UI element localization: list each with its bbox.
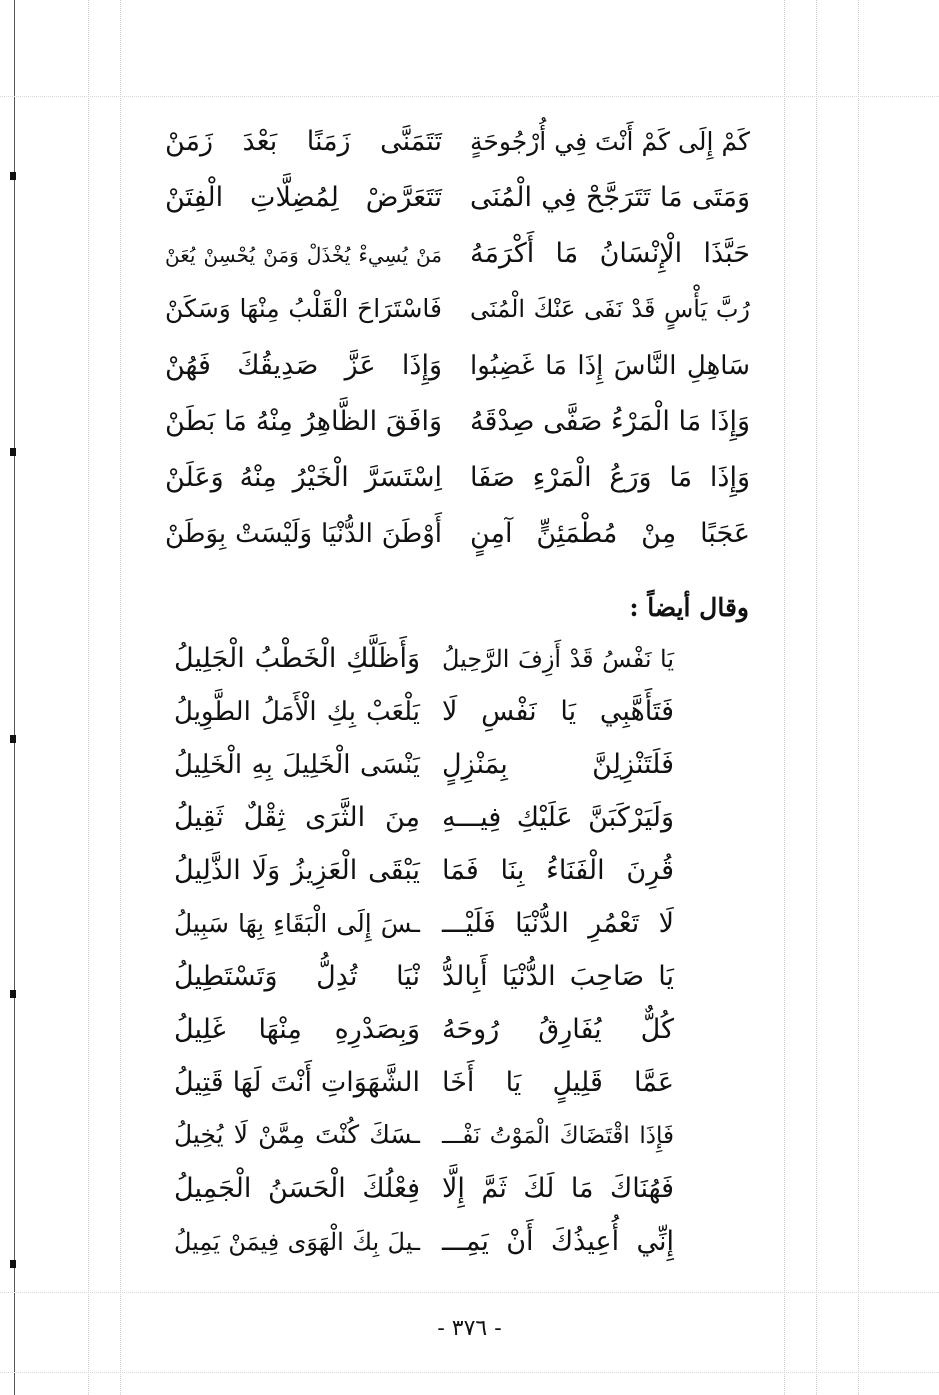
hemistich-left: اِسْتَسَرَّ الْخَيْرُ مِنْهُ وَعَلَنْ (165, 462, 442, 493)
hemistich-right: سَاهِلِ النَّاسَ إِذَا مَا غَضِبُوا (470, 351, 750, 381)
guide-line (784, 0, 785, 1395)
hemistich-right: كُلٌّ يُفَارِقُ رُوحَهُ (442, 1014, 674, 1045)
verse (174, 751, 674, 778)
hemistich-left: نْيَا تُدِلُّ وَتَسْتَطِيلُ (174, 961, 420, 992)
guide-line (816, 0, 817, 1395)
edge-mark (10, 990, 16, 998)
hemistich-left: وَإِذَا عَزَّ صَدِيقُكَ فَهُنْ (165, 350, 442, 381)
verse (174, 857, 674, 884)
hemistich-left: ـسَكَ كُنْتَ مِمَّنْ لَا يُخِيلُ (174, 1120, 420, 1149)
guide-line (88, 0, 89, 1395)
hemistich-right: رُبَّ يَأْسٍ قَدْ نَفَى عَنْكَ الْمُنَى (470, 295, 750, 323)
verse (174, 1228, 674, 1255)
hemistich-right: وَلَيَرْكَبَنَّ عَلَيْكِ فِيـــهِ (442, 802, 674, 833)
edge-mark (10, 448, 16, 456)
edge-mark (10, 172, 16, 180)
verse (165, 184, 750, 211)
hemistich-right: وَمَتَى مَا تَتَرَجَّحْ فِي الْمُنَى (470, 182, 750, 213)
hemistich-right: فَهُنَاكَ مَا لَكَ ثَمَّ إِلَّا (442, 1173, 674, 1204)
hemistich-left: أَوْطَنَ الدُّنْيَا وَلَيْسَتْ بِوَطَنْ (165, 519, 442, 549)
guide-line (0, 96, 939, 97)
hemistich-right: كَمْ إِلَى كَمْ أَنْتَ فِي أُرْجُوحَةٍ (470, 127, 750, 156)
hemistich-left: ـسَ إِلَى الْبَقَاءِ بِهَا سَبِيلُ (174, 909, 420, 938)
guide-line (0, 1292, 939, 1293)
hemistich-right: فَتَأَهَّبِي يَا نَفْسِ لَا (442, 696, 674, 727)
hemistich-left: يَبْقَى الْعَزِيزُ وَلَا الذَّلِيلُ (174, 855, 420, 886)
guide-line (0, 1372, 939, 1373)
verse (165, 464, 750, 491)
verse (165, 520, 750, 547)
hemistich-right: عَمَّا قَلِيلٍ يَا أَخَا (442, 1067, 674, 1098)
hemistich-right: حَبَّذَا الْإِنْسَانُ مَا أَكْرَمَهُ (470, 238, 750, 269)
hemistich-right: وَإِذَا مَا وَرَعُ الْمَرْءِ صَفَا (470, 462, 750, 493)
hemistich-left: يَلْعَبْ بِكِ الْأَمَلُ الطَّوِيلُ (174, 697, 420, 727)
verse (174, 1175, 674, 1202)
hemistich-left: وَبِصَدْرِهِ مِنْهَا غَلِيلُ (174, 1014, 420, 1045)
hemistich-left: مَنْ يُسِيءْ يُخْذَلْ وَمَنْ يُحْسِنْ يُعَنْ (165, 243, 442, 267)
verse (165, 240, 750, 267)
hemistich-left: وَافَقَ الظَّاهِرُ مِنْهُ مَا بَطَنْ (165, 406, 442, 437)
edge-mark (10, 1260, 16, 1268)
verse (165, 408, 750, 435)
hemistich-left: الشَّهَوَاتِ أَنْتَ لَهَا قَتِيلُ (174, 1067, 420, 1098)
hemistich-right: فَإِذَا اقْتَضَاكَ الْمَوْتُ نَفْـــ (442, 1123, 674, 1149)
hemistich-right: عَجَبًا مِنْ مُطْمَئِنٍّ آمِنٍ (470, 518, 750, 549)
verse (174, 963, 674, 990)
verse (174, 1122, 674, 1148)
verse (174, 645, 674, 672)
verse (165, 128, 750, 155)
page-number: - ٣٧٦ - (437, 1316, 502, 1341)
hemistich-right: وَإِذَا مَا الْمَرْءُ صَفَّى صِدْقَهُ (470, 406, 750, 437)
hemistich-left: فَاسْتَرَاحَ الْقَلْبُ مِنْهَا وَسَكَنْ (165, 294, 442, 323)
hemistich-left: وَأَظَلَّكِ الْخَطْبُ الْجَلِيلُ (174, 643, 420, 674)
hemistich-left: يَنْسَى الْخَلِيلَ بِهِ الْخَلِيلُ (174, 750, 420, 780)
verse (165, 352, 750, 379)
edge-mark (10, 735, 16, 743)
section-title: وقال أيضاً : (629, 593, 749, 622)
hemistich-right: قُرِنَ الْفَنَاءُ بِنَا فَمَا (442, 855, 674, 886)
guide-line (858, 0, 859, 1395)
hemistich-left: مِنَ الثَّرَى ثِقْلٌ ثَقِيلُ (174, 802, 420, 833)
verse (165, 296, 750, 321)
hemistich-left: تَتَمَنَّى زَمَنًا بَعْدَ زَمَنْ (165, 126, 442, 157)
hemistich-right: يَا صَاحِبَ الدُّنْيَا أَبِالدُّ (442, 961, 674, 992)
page-edge-line (14, 0, 15, 1395)
hemistich-right: إِنِّي أُعِيذُكَ أَنْ يَمِـــ (442, 1226, 674, 1257)
hemistich-right: فَلَتَنْزِلِنَّ بِمَنْزِلٍ (442, 749, 674, 780)
hemistich-right: لَا تَعْمُرِ الدُّنْيَا فَلَيْـــ (442, 908, 674, 939)
hemistich-left: تَتَعَرَّضْ لِمُضِلَّاتِ الْفِتَنْ (165, 182, 442, 213)
hemistich-left: فِعْلُكَ الْحَسَنُ الْجَمِيلُ (174, 1173, 420, 1204)
guide-line (120, 0, 121, 1395)
verse (174, 910, 674, 937)
verse (174, 698, 674, 725)
verse (174, 1069, 674, 1096)
hemistich-right: يَا نَفْسُ قَدْ أَزِفَ الرَّحِيلُ (442, 645, 674, 673)
hemistich-left: ـيلَ بِكَ الْهَوَى فِيمَنْ يَمِيلُ (174, 1228, 420, 1256)
verse (174, 804, 674, 831)
verse (174, 1016, 674, 1043)
